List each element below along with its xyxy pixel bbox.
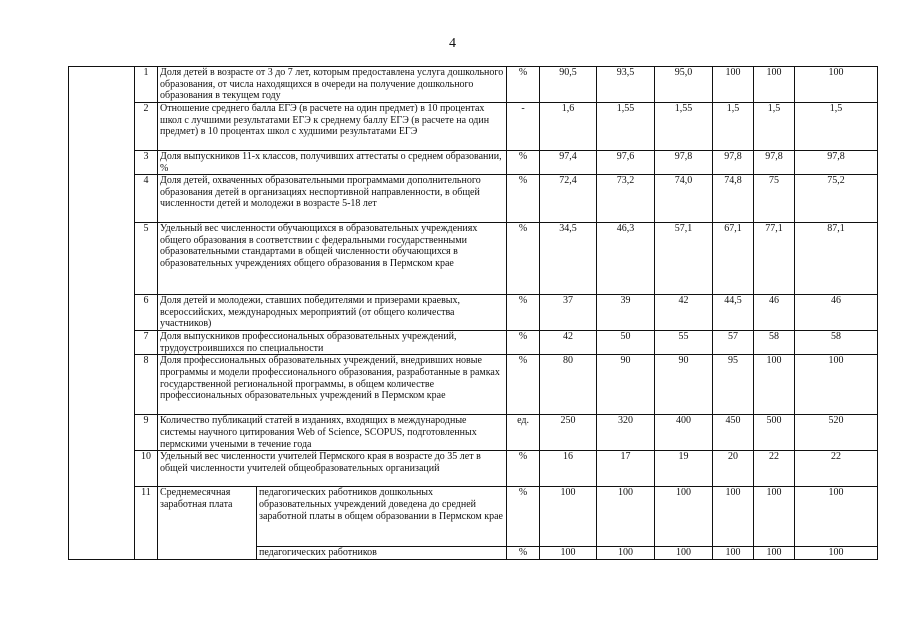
value-cell: 17 bbox=[597, 451, 655, 487]
unit-cell: ед. bbox=[507, 415, 540, 451]
value-cell: 75,2 bbox=[795, 175, 878, 223]
value-cell: 67,1 bbox=[713, 223, 754, 295]
unit-cell: - bbox=[507, 103, 540, 151]
indicator-description: Удельный вес численности учителей Пермского края в возрасте до 35 лет в общей численности учителей общеобразовательных организаций bbox=[158, 451, 507, 487]
value-cell: 16 bbox=[540, 451, 597, 487]
value-cell: 520 bbox=[795, 415, 878, 451]
indicators-table bbox=[68, 66, 878, 560]
value-cell: 100 bbox=[597, 487, 655, 547]
value-cell: 73,2 bbox=[597, 175, 655, 223]
row-number: 5 bbox=[135, 223, 158, 295]
table-row bbox=[69, 67, 878, 103]
table-row bbox=[69, 103, 878, 151]
indicator-description: Доля детей в возрасте от 3 до 7 лет, которым предоставлена услуга дошкольного образования, от числа находящихся в очереди на получение дошкольного образования в текущем году bbox=[158, 67, 507, 103]
value-cell: 97,4 bbox=[540, 151, 597, 175]
unit-cell: % bbox=[507, 451, 540, 487]
value-cell: 450 bbox=[713, 415, 754, 451]
value-cell: 320 bbox=[597, 415, 655, 451]
unit-cell: % bbox=[507, 355, 540, 415]
value-cell: 72,4 bbox=[540, 175, 597, 223]
row-number: 7 bbox=[135, 331, 158, 355]
value-cell: 1,6 bbox=[540, 103, 597, 151]
value-cell: 46 bbox=[754, 295, 795, 331]
table-row bbox=[69, 331, 878, 355]
unit-cell: % bbox=[507, 295, 540, 331]
page-number: 4 bbox=[449, 36, 456, 51]
value-cell: 100 bbox=[713, 547, 754, 560]
value-cell: 44,5 bbox=[713, 295, 754, 331]
value-cell: 80 bbox=[540, 355, 597, 415]
indicator-description: Доля детей и молодежи, ставших победителями и призерами краевых, всероссийских, международных мероприятий (от общего количества участников) bbox=[158, 295, 507, 331]
value-cell: 22 bbox=[754, 451, 795, 487]
indicator-description: педагогических работников bbox=[257, 547, 507, 560]
row-number: 4 bbox=[135, 175, 158, 223]
value-cell: 100 bbox=[754, 547, 795, 560]
indicator-description: Удельный вес численности обучающихся в образовательных учреждениях общего образования в соответствии с федеральными государственными образовательными стандартами в общей численности обучающихся в образовательных учреждениях общего образования в Пермском крае bbox=[158, 223, 507, 295]
value-cell: 22 bbox=[795, 451, 878, 487]
value-cell: 46 bbox=[795, 295, 878, 331]
value-cell: 46,3 bbox=[597, 223, 655, 295]
unit-cell: % bbox=[507, 223, 540, 295]
value-cell: 100 bbox=[655, 487, 713, 547]
row-number: 9 bbox=[135, 415, 158, 451]
value-cell: 19 bbox=[655, 451, 713, 487]
left-margin-cell bbox=[69, 67, 135, 560]
row-number: 6 bbox=[135, 295, 158, 331]
value-cell: 1,5 bbox=[754, 103, 795, 151]
value-cell: 100 bbox=[597, 547, 655, 560]
value-cell: 39 bbox=[597, 295, 655, 331]
value-cell: 100 bbox=[655, 547, 713, 560]
value-cell: 97,8 bbox=[713, 151, 754, 175]
value-cell: 100 bbox=[754, 487, 795, 547]
unit-cell: % bbox=[507, 331, 540, 355]
value-cell: 250 bbox=[540, 415, 597, 451]
value-cell: 100 bbox=[795, 355, 878, 415]
value-cell: 97,8 bbox=[795, 151, 878, 175]
value-cell: 37 bbox=[540, 295, 597, 331]
value-cell: 97,8 bbox=[655, 151, 713, 175]
value-cell: 1,5 bbox=[795, 103, 878, 151]
value-cell: 57,1 bbox=[655, 223, 713, 295]
unit-cell: % bbox=[507, 67, 540, 103]
indicator-description: Доля профессиональных образовательных учреждений, внедривших новые программы и модели профессионального образования, разработанные в рамках государственной региональной программы, в общем количестве профессиональных образовательных учреждений в Пермском крае bbox=[158, 355, 507, 415]
unit-cell: % bbox=[507, 487, 540, 547]
table-row bbox=[69, 175, 878, 223]
value-cell: 1,5 bbox=[713, 103, 754, 151]
value-cell: 100 bbox=[713, 487, 754, 547]
value-cell: 1,55 bbox=[597, 103, 655, 151]
table-row bbox=[69, 151, 878, 175]
table-row bbox=[69, 355, 878, 415]
table-row bbox=[69, 295, 878, 331]
value-cell: 100 bbox=[795, 487, 878, 547]
value-cell: 58 bbox=[754, 331, 795, 355]
indicator-description: Доля детей, охваченных образовательными программами дополнительного образования детей в организациях неспортивной направленности, в общей численности детей и молодежи в возрасте 5-18 лет bbox=[158, 175, 507, 223]
indicator-description: Доля выпускников 11-х классов, получивших аттестаты о среднем образовании, % bbox=[158, 151, 507, 175]
value-cell: 100 bbox=[540, 547, 597, 560]
value-cell: 100 bbox=[754, 355, 795, 415]
value-cell: 100 bbox=[540, 487, 597, 547]
row-number: 3 bbox=[135, 151, 158, 175]
row-number: 2 bbox=[135, 103, 158, 151]
value-cell: 90 bbox=[597, 355, 655, 415]
indicator-label: Среднемесячная заработная плата bbox=[158, 487, 257, 560]
row-number: 11 bbox=[135, 487, 158, 560]
value-cell: 50 bbox=[597, 331, 655, 355]
value-cell: 77,1 bbox=[754, 223, 795, 295]
value-cell: 1,55 bbox=[655, 103, 713, 151]
value-cell: 100 bbox=[795, 547, 878, 560]
unit-cell: % bbox=[507, 547, 540, 560]
value-cell: 95 bbox=[713, 355, 754, 415]
value-cell: 90 bbox=[655, 355, 713, 415]
value-cell: 34,5 bbox=[540, 223, 597, 295]
value-cell: 57 bbox=[713, 331, 754, 355]
row-number: 8 bbox=[135, 355, 158, 415]
unit-cell: % bbox=[507, 151, 540, 175]
table-row bbox=[69, 487, 878, 547]
value-cell: 42 bbox=[655, 295, 713, 331]
value-cell: 95,0 bbox=[655, 67, 713, 103]
indicator-description: Отношение среднего балла ЕГЭ (в расчете на один предмет) в 10 процентах школ с лучшими результатами ЕГЭ к среднему баллу ЕГЭ (в расчете на один предмет) в 10 процентах школ с худшими результатами ЕГЭ bbox=[158, 103, 507, 151]
unit-cell: % bbox=[507, 175, 540, 223]
indicator-description: Доля выпускников профессиональных образовательных учреждений, трудоустроившихся по специальности bbox=[158, 331, 507, 355]
value-cell: 97,8 bbox=[754, 151, 795, 175]
value-cell: 58 bbox=[795, 331, 878, 355]
indicator-description: Количество публикаций статей в изданиях, входящих в международные системы научного цитирования Web of Science, SCOPUS, подготовленных пермскими учеными в течение года bbox=[158, 415, 507, 451]
value-cell: 75 bbox=[754, 175, 795, 223]
value-cell: 93,5 bbox=[597, 67, 655, 103]
row-number: 10 bbox=[135, 451, 158, 487]
value-cell: 400 bbox=[655, 415, 713, 451]
value-cell: 100 bbox=[713, 67, 754, 103]
value-cell: 74,8 bbox=[713, 175, 754, 223]
value-cell: 100 bbox=[754, 67, 795, 103]
table-row bbox=[69, 451, 878, 487]
table-row bbox=[69, 415, 878, 451]
value-cell: 500 bbox=[754, 415, 795, 451]
value-cell: 20 bbox=[713, 451, 754, 487]
value-cell: 74,0 bbox=[655, 175, 713, 223]
value-cell: 97,6 bbox=[597, 151, 655, 175]
value-cell: 100 bbox=[795, 67, 878, 103]
value-cell: 90,5 bbox=[540, 67, 597, 103]
value-cell: 42 bbox=[540, 331, 597, 355]
indicator-description: педагогических работников дошкольных образовательных учреждений доведена до средней заработной платы в общем образовании в Пермском крае bbox=[257, 487, 507, 547]
table-row bbox=[69, 223, 878, 295]
value-cell: 87,1 bbox=[795, 223, 878, 295]
row-number: 1 bbox=[135, 67, 158, 103]
value-cell: 55 bbox=[655, 331, 713, 355]
